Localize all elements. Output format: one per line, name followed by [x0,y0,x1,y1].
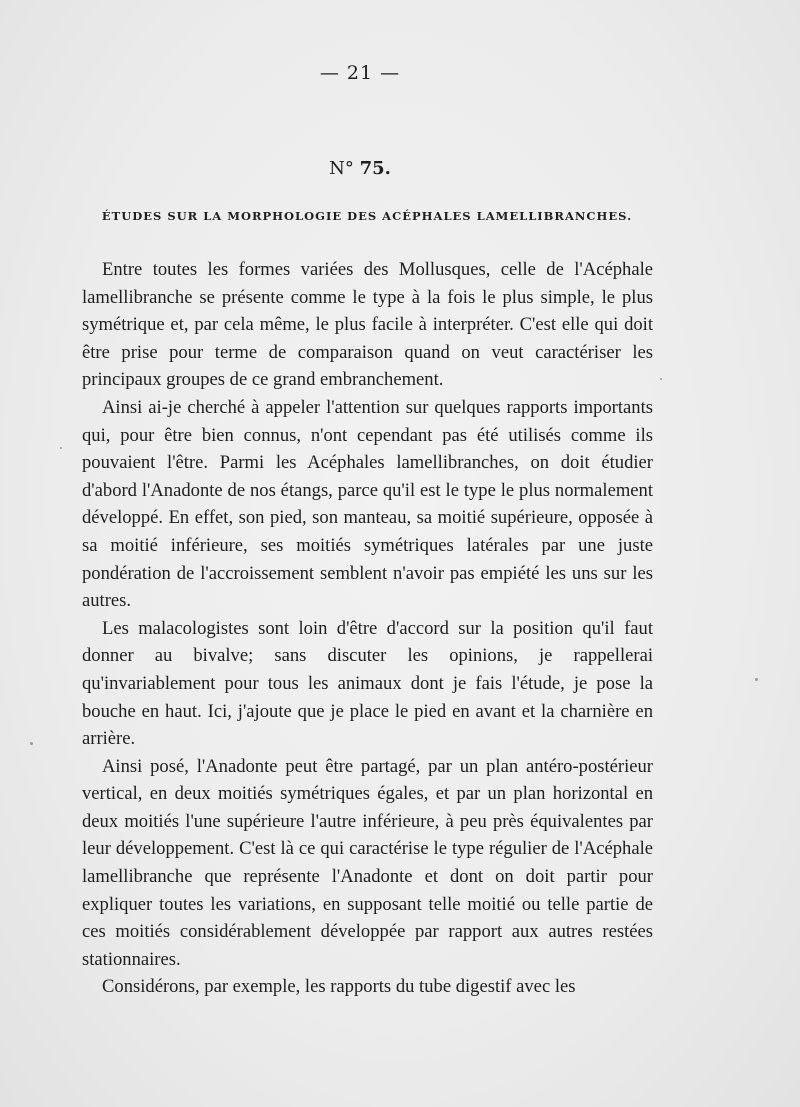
paper-speck [755,678,758,681]
paragraph-5: Considérons, par exemple, les rapports du tube digestif avec les [102,976,576,998]
paragraph-1: Entre toutes les formes variées des Mollusques, celle de l'Acéphale lamellibranche se présente comme le type à la fois le plus simple, le plus symétrique et, par cela même, le plus facile à interpréter. C'est elle qui doit être prise pour terme de comparaison quand on veut caractériser les principaux groupes de ce grand embranchement. [82,259,653,391]
article-title: ÉTUDES SUR LA MORPHOLOGIE DES ACÉPHALES LAMELLIBRANCHES. [101,209,633,223]
paper-speck [30,742,33,745]
notice-number-value: 75. [359,158,391,179]
page-number: — 21 — [319,62,401,84]
paper-speck [60,447,62,449]
notice-number [0,158,720,179]
notice-prefix: N° [329,158,354,179]
paragraph-2: Ainsi ai-je cherché à appeler l'attention sur quelques rapports importants qui, pour être bien connus, n'ont cependant pas été utilisés comme ils pouvaient l'être. Parmi les Acéphales lamellibranches, on doit étudier d'abord l'Anadonte de nos étangs, parce qu'il est le type le plus normalement développé. En effet, son pied, son manteau, sa moitié supérieure, opposée à sa moitié inférieure, ses moitiés symétriques latérales par une juste pondération de l'accroissement semblent n'avoir pas empiété les uns sur les autres. [82,396,653,612]
paragraph-3: Les malacologistes sont loin d'être d'accord sur la position qu'il faut donner au bivalve; sans discuter les opinions, je rappellerai qu'invariablement pour tous les animaux dont je fais l'étude, je pose la bouche en haut. Ici, j'ajoute que je place le pied en avant et la charnière en arrière. [82,617,653,750]
article-body [82,256,653,1001]
paper-speck [660,378,662,380]
paragraph-4: Ainsi posé, l'Anadonte peut être partagé, par un plan antéro-postérieur vertical, en deux moitiés symétriques égales, et par un plan horizontal en deux moitiés l'une supérieure l'autre inférieure, à peu près équivalentes par leur développement. C'est là ce qui caractérise le type régulier de l'Acéphale lamellibranche que représente l'Anadonte et dont on doit partir pour expliquer toutes les variations, en supposant telle moitié ou telle partie de ces moitiés considérablement développée par rapport aux autres restées stationnaires. [82,755,653,970]
